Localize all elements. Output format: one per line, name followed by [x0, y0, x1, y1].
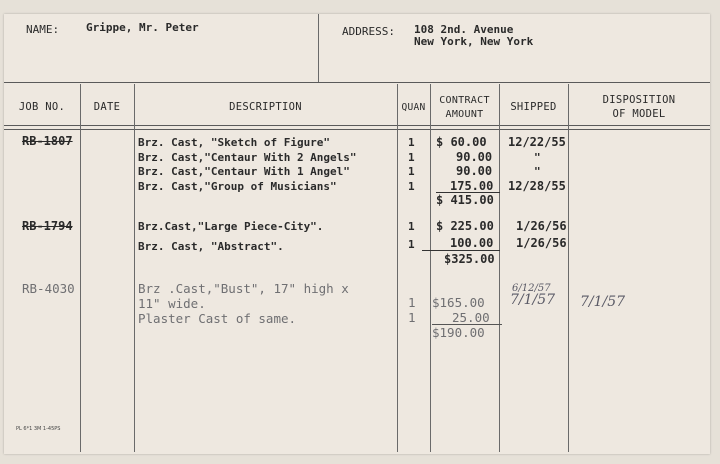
row-shipped: 12/28/55 [508, 179, 566, 193]
address-line-1: 108 2nd. Avenue [414, 23, 514, 36]
row-amount: 100.00 [450, 236, 494, 250]
row-quan: 1 [408, 310, 416, 325]
row-amount: 90.00 [456, 164, 493, 178]
col-header-disposition: DISPOSITION [602, 94, 676, 106]
row-desc: Brz. Cast,"Centaur With 2 Angels" [138, 151, 357, 164]
col-divider-amount [499, 84, 500, 452]
job-number-1794: RB-1794 [22, 219, 73, 233]
subtotal-rule-2 [422, 250, 500, 251]
col-divider-desc [397, 84, 398, 452]
row-shipped: 1/26/56 [516, 236, 567, 250]
row-shipped: " [534, 151, 541, 164]
row-desc: Brz .Cast,"Bust", 17" high x [138, 281, 349, 296]
index-card [4, 14, 710, 454]
col-header-quan: QUAN [401, 102, 426, 113]
row-quan: 1 [408, 136, 415, 149]
row-shipped: 7/1/57 [510, 292, 556, 308]
row-amount: 175.00 [450, 179, 494, 193]
row-desc: Brz. Cast, "Sketch of Figure" [138, 136, 331, 149]
address-label: ADDRESS: [342, 25, 395, 38]
row-amount: 90.00 [456, 150, 493, 164]
header-divider [4, 82, 710, 83]
col-header-job-no: JOB NO. [18, 101, 66, 113]
address-line-2: New York, New York [414, 35, 534, 48]
name-address-divider [318, 14, 319, 82]
column-header-rule-2 [4, 129, 710, 130]
col-header-of-model: OF MODEL [612, 108, 666, 120]
row-shipped: 1/26/56 [516, 219, 567, 233]
row-quan: 1 [408, 180, 415, 193]
col-divider-job [80, 84, 81, 452]
row-quan: 1 [408, 295, 416, 310]
row-quan: 1 [408, 220, 415, 233]
row-desc: Brz. Cast, "Abstract". [138, 240, 284, 253]
row-desc: Brz. Cast,"Group of Musicians" [138, 180, 337, 193]
row-desc: Brz. Cast,"Centaur With 1 Angel" [138, 165, 350, 178]
row-amount: $165.00 [432, 295, 485, 310]
col-header-amount: AMOUNT [445, 109, 484, 120]
disposition-value: 7/1/57 [580, 294, 626, 310]
subtotal-1: $ 415.00 [436, 193, 494, 207]
name-value: Grippe, Mr. Peter [86, 21, 199, 34]
col-divider-quan [430, 84, 431, 452]
subtotal-2: $325.00 [444, 252, 495, 266]
subtotal-3: $190.00 [432, 325, 485, 340]
row-quan: 1 [408, 151, 415, 164]
row-amount: $ 225.00 [436, 219, 494, 233]
row-amount: $ 60.00 [436, 135, 487, 149]
row-quan: 1 [408, 165, 415, 178]
row-quan: 1 [408, 238, 415, 251]
row-desc: Brz.Cast,"Large Piece-City". [138, 220, 324, 233]
row-shipped: " [534, 165, 541, 178]
column-header-rule-1 [4, 125, 710, 126]
col-header-contract: CONTRACT [439, 95, 490, 106]
col-header-description: DESCRIPTION [229, 101, 302, 113]
col-header-date: DATE [93, 101, 121, 113]
job-number-4030: RB-4030 [22, 281, 75, 296]
name-label: NAME: [26, 23, 60, 36]
col-divider-shipped [568, 84, 569, 452]
handwritten-ship-note: 6/12/57 [512, 283, 551, 294]
col-divider-date [134, 84, 135, 452]
row-amount: 25.00 [452, 310, 490, 325]
row-desc: Plaster Cast of same. [138, 311, 297, 326]
form-code: PL 6*1 3M 1-45PS [16, 426, 61, 432]
row-desc: 11" wide. [138, 296, 206, 311]
row-shipped: 12/22/55 [508, 135, 566, 149]
col-header-shipped: SHIPPED [510, 101, 557, 113]
job-number-1807: RB-1807 [22, 134, 73, 148]
